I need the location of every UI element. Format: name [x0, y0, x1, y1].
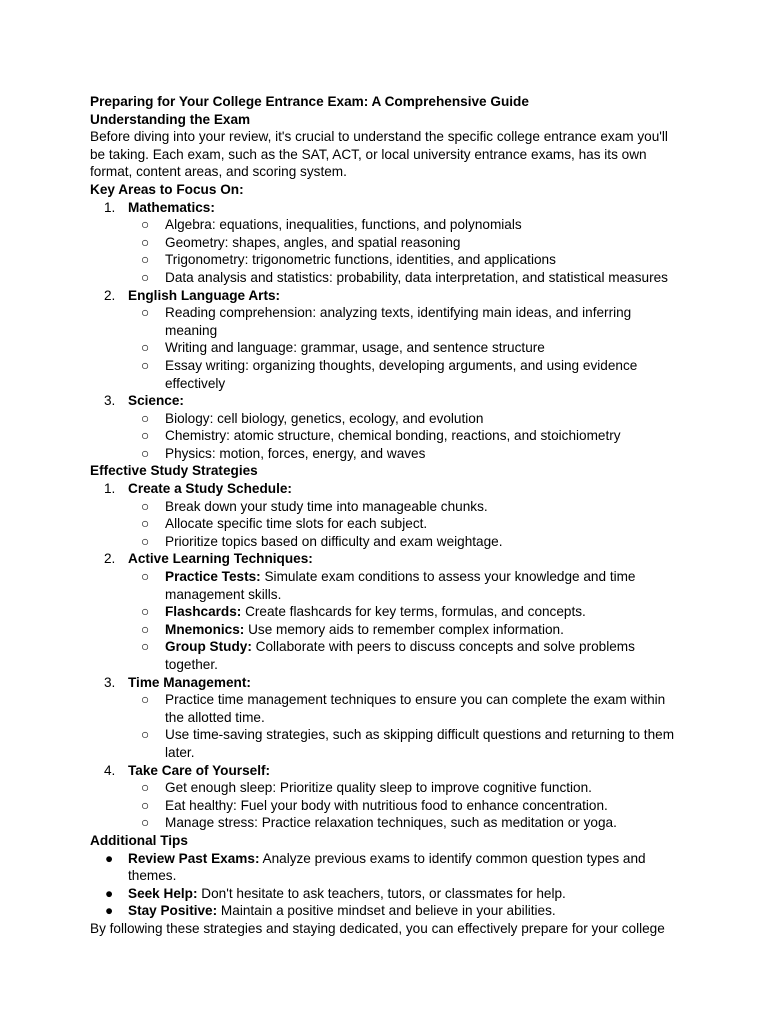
- tips-list: [90, 850, 680, 920]
- filled-bullet-icon: ●: [105, 903, 114, 919]
- document-page: [90, 93, 680, 938]
- heading-key-areas: Key Areas to Focus On:: [90, 181, 244, 197]
- sublist-item: [90, 568, 680, 603]
- sublist-item-text: Essay writing: organizing thoughts, developing arguments, and using evidence effectively: [165, 357, 638, 391]
- sublist-item: [90, 269, 680, 287]
- list-item-bold: Stay Positive:: [128, 903, 218, 919]
- list-item-label: Take Care of Yourself:: [128, 762, 271, 778]
- list-item-label: Mathematics:: [128, 199, 215, 215]
- hollow-bullet-icon: ○: [141, 234, 150, 250]
- sublist-item-text: Physics: motion, forces, energy, and waves: [165, 445, 426, 461]
- sublist-item-bold: Group Study:: [165, 639, 252, 655]
- sublist-item: [90, 427, 680, 445]
- paragraph-understanding: Before diving into your review, it's crucial to understand the specific college entrance exam you'll be taking. Each exam, such as the SAT, ACT, or local university entrance exams, has its own format, content areas, and scoring system.: [90, 129, 668, 180]
- sublist-item-text: Get enough sleep: Prioritize quality sleep to improve cognitive function.: [165, 780, 592, 796]
- hollow-bullet-icon: ○: [141, 639, 150, 655]
- sublist-item-text: Practice time management techniques to ensure you can complete the exam within the allotted time.: [165, 692, 666, 725]
- sublist-item: [90, 726, 680, 761]
- sublist-item-text: Biology: cell biology, genetics, ecology, and evolution: [165, 410, 484, 426]
- sublist-item: [90, 797, 680, 815]
- sublist-container: [90, 410, 680, 463]
- sublist-item-text: Use memory aids to remember complex information.: [244, 621, 564, 637]
- list-number: 1.: [104, 199, 116, 215]
- sublist-item-text: Manage stress: Practice relaxation techniques, such as meditation or yoga.: [165, 815, 617, 831]
- sublist-item-text: Trigonometry: trigonometric functions, identities, and applications: [165, 252, 556, 268]
- sublist-item: [90, 339, 680, 357]
- sublist-item-text: Prioritize topics based on difficulty and exam weightage.: [165, 533, 503, 549]
- list-number: 2.: [104, 287, 116, 303]
- sublist-item-text: Data analysis and statistics: probability, data interpretation, and statistical measures: [165, 269, 668, 285]
- closing-paragraph: By following these strategies and staying dedicated, you can effectively prepare for your college: [90, 920, 665, 936]
- sublist: [90, 779, 680, 832]
- list-item-label: Time Management:: [128, 674, 251, 690]
- sublist-item-text: Chemistry: atomic structure, chemical bonding, reactions, and stoichiometry: [165, 428, 621, 444]
- sublist-item: [90, 779, 680, 797]
- hollow-bullet-icon: ○: [141, 305, 150, 321]
- sublist-container: [90, 498, 680, 551]
- sublist-item-text: Eat healthy: Fuel your body with nutritious food to enhance concentration.: [165, 797, 608, 813]
- hollow-bullet-icon: ○: [141, 780, 150, 796]
- list-item-label: English Language Arts:: [128, 287, 281, 303]
- list-item: [90, 674, 680, 692]
- sublist-container: [90, 779, 680, 832]
- hollow-bullet-icon: ○: [141, 727, 150, 743]
- sublist-item: [90, 234, 680, 252]
- list-item: [90, 287, 680, 305]
- sublist-item-text: Break down your study time into manageable chunks.: [165, 498, 488, 514]
- sublist-item: [90, 216, 680, 234]
- heading-additional-tips: Additional Tips: [90, 832, 188, 848]
- list-number: 3.: [104, 674, 116, 690]
- sublist-item-bold: Practice Tests:: [165, 569, 261, 585]
- list-item: [90, 392, 680, 410]
- sublist-container: [90, 568, 680, 674]
- list-item: [90, 885, 680, 903]
- sublist-item-bold: Mnemonics:: [165, 621, 245, 637]
- sublist-item-text: Writing and language: grammar, usage, and sentence structure: [165, 340, 545, 356]
- sublist: [90, 498, 680, 551]
- sublist-container: [90, 216, 680, 286]
- hollow-bullet-icon: ○: [141, 252, 150, 268]
- hollow-bullet-icon: ○: [141, 815, 150, 831]
- hollow-bullet-icon: ○: [141, 428, 150, 444]
- sublist-item: [90, 515, 680, 533]
- sublist-item-text: Collaborate with peers to discuss concepts and solve problems together.: [165, 639, 635, 672]
- hollow-bullet-icon: ○: [141, 516, 150, 532]
- list-item-bold: Review Past Exams:: [128, 850, 260, 866]
- list-item-bold: Seek Help:: [128, 885, 198, 901]
- hollow-bullet-icon: ○: [141, 569, 150, 585]
- hollow-bullet-icon: ○: [141, 357, 150, 373]
- list-item-text: Don't hesitate to ask teachers, tutors, or classmates for help.: [197, 885, 566, 901]
- sublist-item: [90, 814, 680, 832]
- list-item: [90, 199, 680, 217]
- list-item-label: Science:: [128, 393, 184, 409]
- hollow-bullet-icon: ○: [141, 410, 150, 426]
- list-item: [90, 850, 680, 885]
- sublist-item-bold: Flashcards:: [165, 604, 242, 620]
- sublist-item: [90, 638, 680, 673]
- strategies-list: [90, 480, 680, 832]
- list-item: [90, 550, 680, 568]
- list-item: [90, 762, 680, 780]
- list-item-label: Create a Study Schedule:: [128, 481, 292, 497]
- hollow-bullet-icon: ○: [141, 604, 150, 620]
- hollow-bullet-icon: ○: [141, 797, 150, 813]
- sublist-item-text: Create flashcards for key terms, formulas, and concepts.: [241, 604, 586, 620]
- sublist-item: [90, 251, 680, 269]
- sublist: [90, 304, 680, 392]
- hollow-bullet-icon: ○: [141, 340, 150, 356]
- hollow-bullet-icon: ○: [141, 217, 150, 233]
- sublist-item-text: Use time-saving strategies, such as skipping difficult questions and returning to them later.: [165, 727, 675, 760]
- heading-understanding: Understanding the Exam: [90, 111, 251, 127]
- sublist-item: [90, 621, 680, 639]
- hollow-bullet-icon: ○: [141, 445, 150, 461]
- sublist-item-text: Reading comprehension: analyzing texts, identifying main ideas, and inferring meaning: [165, 305, 632, 338]
- list-number: 2.: [104, 551, 116, 567]
- sublist: [90, 568, 680, 674]
- list-number: 3.: [104, 393, 116, 409]
- sublist-container: [90, 304, 680, 392]
- sublist-item: [90, 410, 680, 428]
- sublist-item-text: Geometry: shapes, angles, and spatial reasoning: [165, 234, 461, 250]
- sublist-item: [90, 603, 680, 621]
- document-title: Preparing for Your College Entrance Exam: A Comprehensive Guide: [90, 94, 529, 109]
- sublist-item: [90, 357, 680, 392]
- sublist-item: [90, 533, 680, 551]
- hollow-bullet-icon: ○: [141, 498, 150, 514]
- list-item: [90, 902, 680, 920]
- sublist-item-text: Simulate exam conditions to assess your knowledge and time management skills.: [165, 569, 636, 602]
- hollow-bullet-icon: ○: [141, 621, 150, 637]
- sublist: [90, 216, 680, 286]
- sublist-container: [90, 691, 680, 761]
- hollow-bullet-icon: ○: [141, 692, 150, 708]
- list-number: 1.: [104, 481, 116, 497]
- list-item-text: Analyze previous exams to identify common question types and themes.: [128, 850, 646, 884]
- list-item-text: Maintain a positive mindset and believe in your abilities.: [217, 903, 556, 919]
- sublist-item: [90, 498, 680, 516]
- sublist: [90, 691, 680, 761]
- hollow-bullet-icon: ○: [141, 269, 150, 285]
- filled-bullet-icon: ●: [105, 850, 114, 866]
- sublist-item: [90, 304, 680, 339]
- sublist-item: [90, 445, 680, 463]
- filled-bullet-icon: ●: [105, 885, 114, 901]
- list-number: 4.: [104, 762, 116, 778]
- heading-strategies: Effective Study Strategies: [90, 463, 258, 479]
- sublist: [90, 410, 680, 463]
- list-item: [90, 480, 680, 498]
- key-areas-list: [90, 199, 680, 463]
- list-item-label: Active Learning Techniques:: [128, 551, 313, 567]
- sublist-item-text: Algebra: equations, inequalities, functions, and polynomials: [165, 217, 522, 233]
- hollow-bullet-icon: ○: [141, 533, 150, 549]
- sublist-item-text: Allocate specific time slots for each subject.: [165, 516, 428, 532]
- sublist-item: [90, 691, 680, 726]
